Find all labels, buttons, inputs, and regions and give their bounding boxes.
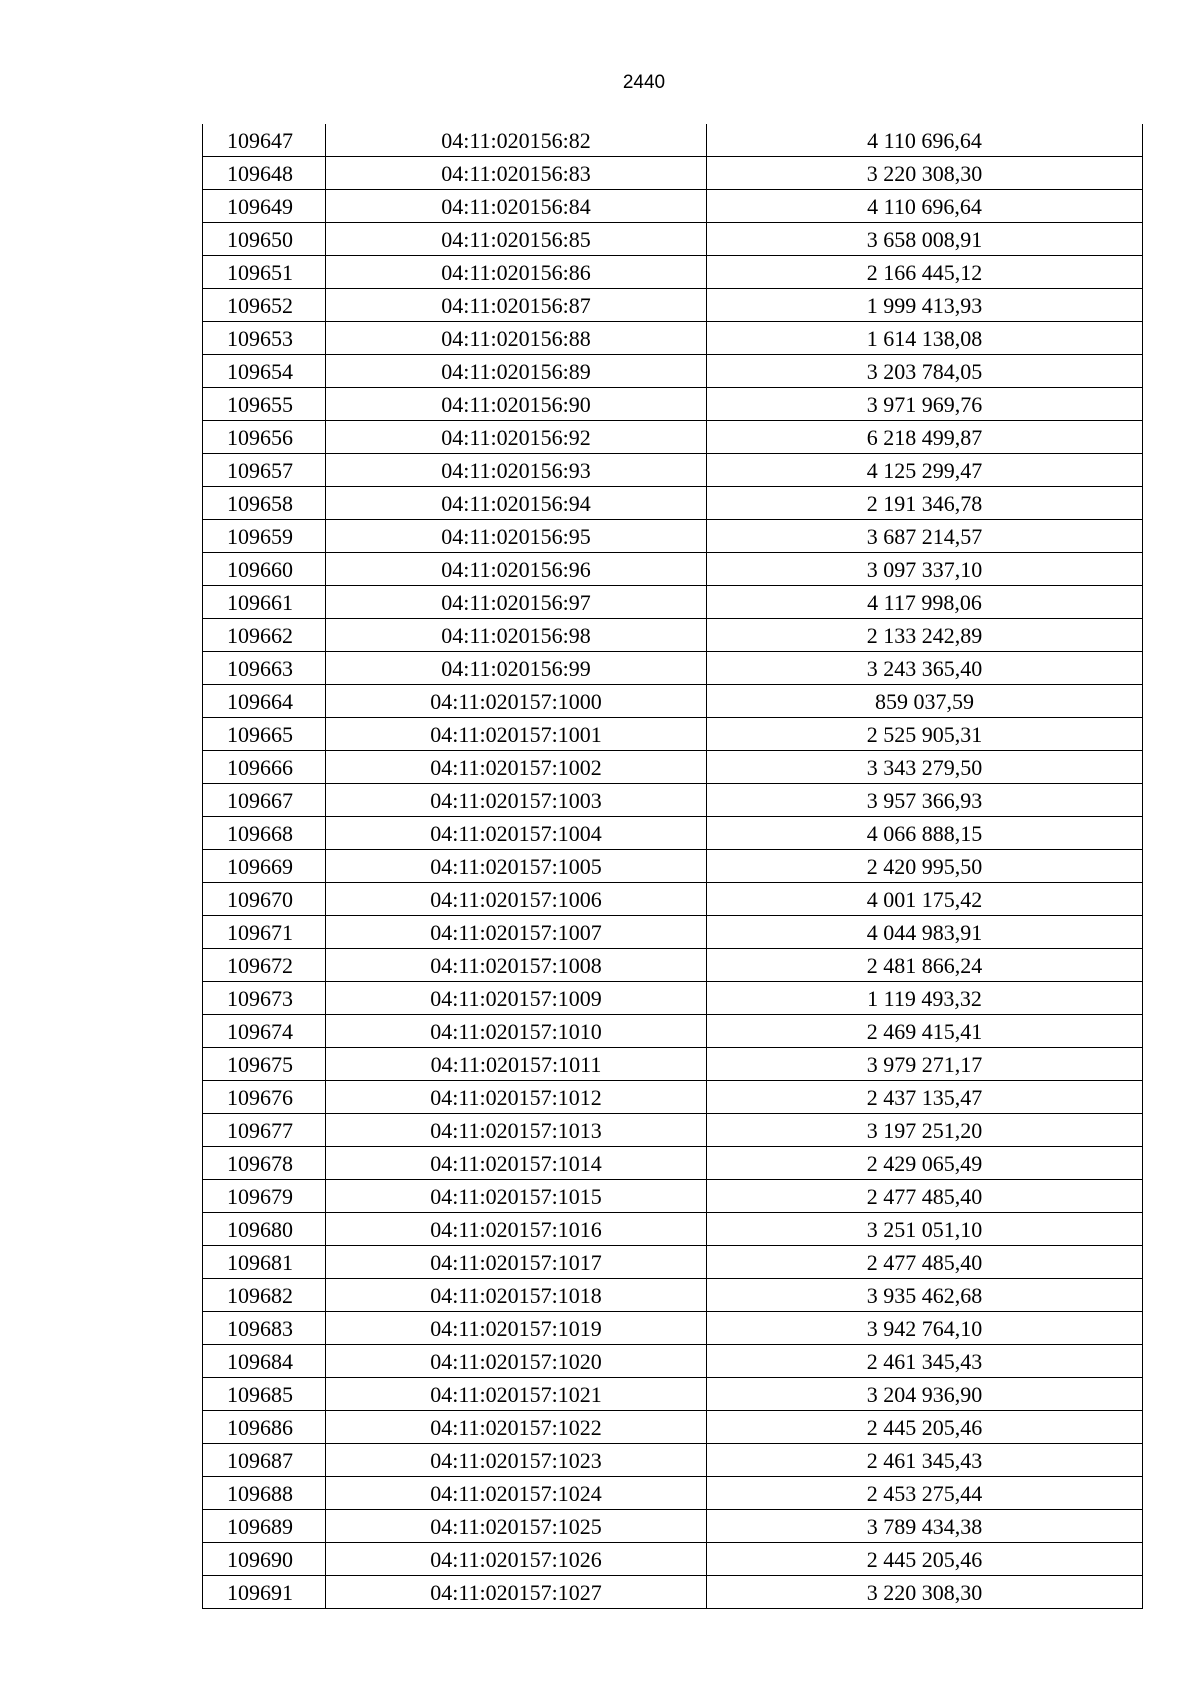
row-number-cell: 109659 xyxy=(203,520,326,553)
row-number-cell: 109685 xyxy=(203,1378,326,1411)
cadastral-number-cell: 04:11:020157:1020 xyxy=(326,1345,707,1378)
row-number-cell: 109662 xyxy=(203,619,326,652)
table-row xyxy=(203,652,1143,685)
row-number-cell: 109664 xyxy=(203,685,326,718)
cadastral-value-cell: 3 658 008,91 xyxy=(707,223,1143,256)
cadastral-number-cell: 04:11:020157:1000 xyxy=(326,685,707,718)
cadastral-number-cell: 04:11:020157:1007 xyxy=(326,916,707,949)
row-number-cell: 109654 xyxy=(203,355,326,388)
table-row xyxy=(203,388,1143,421)
cadastral-value-cell: 3 789 434,38 xyxy=(707,1510,1143,1543)
cadastral-value-cell: 1 614 138,08 xyxy=(707,322,1143,355)
cadastral-value-cell: 3 687 214,57 xyxy=(707,520,1143,553)
cadastral-number-cell: 04:11:020157:1013 xyxy=(326,1114,707,1147)
row-number-cell: 109674 xyxy=(203,1015,326,1048)
cadastral-number-cell: 04:11:020157:1014 xyxy=(326,1147,707,1180)
table-row xyxy=(203,190,1143,223)
table-row xyxy=(203,289,1143,322)
cadastral-value-cell: 4 110 696,64 xyxy=(707,190,1143,223)
row-number-cell: 109660 xyxy=(203,553,326,586)
cadastral-value-cell: 3 220 308,30 xyxy=(707,1576,1143,1609)
cadastral-number-cell: 04:11:020157:1025 xyxy=(326,1510,707,1543)
table-row xyxy=(203,487,1143,520)
cadastral-value-cell: 3 097 337,10 xyxy=(707,553,1143,586)
row-number-cell: 109657 xyxy=(203,454,326,487)
cadastral-number-cell: 04:11:020157:1021 xyxy=(326,1378,707,1411)
cadastral-value-cell: 2 461 345,43 xyxy=(707,1444,1143,1477)
row-number-cell: 109658 xyxy=(203,487,326,520)
row-number-cell: 109655 xyxy=(203,388,326,421)
row-number-cell: 109670 xyxy=(203,883,326,916)
cadastral-number-cell: 04:11:020157:1022 xyxy=(326,1411,707,1444)
cadastral-value-cell: 1 999 413,93 xyxy=(707,289,1143,322)
cadastral-value-cell: 3 197 251,20 xyxy=(707,1114,1143,1147)
cadastral-value-cell: 2 191 346,78 xyxy=(707,487,1143,520)
cadastral-number-cell: 04:11:020156:98 xyxy=(326,619,707,652)
table-row xyxy=(203,1081,1143,1114)
cadastral-value-table xyxy=(202,124,1143,1609)
cadastral-number-cell: 04:11:020157:1015 xyxy=(326,1180,707,1213)
cadastral-number-cell: 04:11:020157:1003 xyxy=(326,784,707,817)
table-row xyxy=(203,520,1143,553)
row-number-cell: 109683 xyxy=(203,1312,326,1345)
row-number-cell: 109688 xyxy=(203,1477,326,1510)
table-row xyxy=(203,454,1143,487)
row-number-cell: 109691 xyxy=(203,1576,326,1609)
cadastral-value-cell: 4 110 696,64 xyxy=(707,124,1143,157)
row-number-cell: 109687 xyxy=(203,1444,326,1477)
cadastral-number-cell: 04:11:020157:1027 xyxy=(326,1576,707,1609)
cadastral-value-cell: 4 066 888,15 xyxy=(707,817,1143,850)
cadastral-value-cell: 2 477 485,40 xyxy=(707,1246,1143,1279)
cadastral-number-cell: 04:11:020157:1016 xyxy=(326,1213,707,1246)
table-row xyxy=(203,223,1143,256)
cadastral-value-cell: 2 166 445,12 xyxy=(707,256,1143,289)
cadastral-value-cell: 2 477 485,40 xyxy=(707,1180,1143,1213)
table-row xyxy=(203,1477,1143,1510)
table-row xyxy=(203,916,1143,949)
cadastral-value-cell: 3 957 366,93 xyxy=(707,784,1143,817)
table-row xyxy=(203,949,1143,982)
cadastral-number-cell: 04:11:020157:1006 xyxy=(326,883,707,916)
table-row xyxy=(203,1576,1143,1609)
table-row xyxy=(203,685,1143,718)
row-number-cell: 109661 xyxy=(203,586,326,619)
cadastral-value-cell: 2 420 995,50 xyxy=(707,850,1143,883)
cadastral-value-cell: 2 469 415,41 xyxy=(707,1015,1143,1048)
cadastral-number-cell: 04:11:020156:93 xyxy=(326,454,707,487)
table-row xyxy=(203,982,1143,1015)
cadastral-number-cell: 04:11:020156:94 xyxy=(326,487,707,520)
cadastral-number-cell: 04:11:020156:86 xyxy=(326,256,707,289)
cadastral-number-cell: 04:11:020157:1001 xyxy=(326,718,707,751)
cadastral-number-cell: 04:11:020156:99 xyxy=(326,652,707,685)
table-row xyxy=(203,1411,1143,1444)
table-row xyxy=(203,619,1143,652)
cadastral-number-cell: 04:11:020157:1004 xyxy=(326,817,707,850)
cadastral-value-cell: 4 001 175,42 xyxy=(707,883,1143,916)
cadastral-number-cell: 04:11:020157:1018 xyxy=(326,1279,707,1312)
cadastral-value-cell: 3 971 969,76 xyxy=(707,388,1143,421)
cadastral-value-cell: 3 204 936,90 xyxy=(707,1378,1143,1411)
cadastral-value-cell: 3 203 784,05 xyxy=(707,355,1143,388)
cadastral-number-cell: 04:11:020157:1023 xyxy=(326,1444,707,1477)
row-number-cell: 109663 xyxy=(203,652,326,685)
row-number-cell: 109647 xyxy=(203,124,326,157)
row-number-cell: 109667 xyxy=(203,784,326,817)
cadastral-value-cell: 4 125 299,47 xyxy=(707,454,1143,487)
cadastral-number-cell: 04:11:020156:87 xyxy=(326,289,707,322)
cadastral-value-cell: 1 119 493,32 xyxy=(707,982,1143,1015)
table-row xyxy=(203,1444,1143,1477)
table-row xyxy=(203,553,1143,586)
row-number-cell: 109656 xyxy=(203,421,326,454)
row-number-cell: 109690 xyxy=(203,1543,326,1576)
table-row xyxy=(203,157,1143,190)
row-number-cell: 109652 xyxy=(203,289,326,322)
cadastral-number-cell: 04:11:020156:88 xyxy=(326,322,707,355)
row-number-cell: 109653 xyxy=(203,322,326,355)
row-number-cell: 109689 xyxy=(203,1510,326,1543)
cadastral-value-cell: 4 117 998,06 xyxy=(707,586,1143,619)
row-number-cell: 109676 xyxy=(203,1081,326,1114)
row-number-cell: 109678 xyxy=(203,1147,326,1180)
table-row xyxy=(203,355,1143,388)
row-number-cell: 109666 xyxy=(203,751,326,784)
cadastral-number-cell: 04:11:020157:1012 xyxy=(326,1081,707,1114)
table-row xyxy=(203,718,1143,751)
cadastral-number-cell: 04:11:020157:1017 xyxy=(326,1246,707,1279)
row-number-cell: 109651 xyxy=(203,256,326,289)
cadastral-number-cell: 04:11:020157:1009 xyxy=(326,982,707,1015)
table-row xyxy=(203,1378,1143,1411)
row-number-cell: 109682 xyxy=(203,1279,326,1312)
row-number-cell: 109680 xyxy=(203,1213,326,1246)
row-number-cell: 109679 xyxy=(203,1180,326,1213)
table-row xyxy=(203,322,1143,355)
table-row xyxy=(203,1147,1143,1180)
cadastral-number-cell: 04:11:020157:1010 xyxy=(326,1015,707,1048)
cadastral-value-cell: 859 037,59 xyxy=(707,685,1143,718)
cadastral-value-cell: 4 044 983,91 xyxy=(707,916,1143,949)
table-row xyxy=(203,1180,1143,1213)
cadastral-value-cell: 3 251 051,10 xyxy=(707,1213,1143,1246)
table-row xyxy=(203,1213,1143,1246)
cadastral-number-cell: 04:11:020156:95 xyxy=(326,520,707,553)
row-number-cell: 109672 xyxy=(203,949,326,982)
cadastral-value-cell: 2 453 275,44 xyxy=(707,1477,1143,1510)
cadastral-value-cell: 3 220 308,30 xyxy=(707,157,1143,190)
row-number-cell: 109669 xyxy=(203,850,326,883)
cadastral-number-cell: 04:11:020157:1024 xyxy=(326,1477,707,1510)
cadastral-value-cell: 3 942 764,10 xyxy=(707,1312,1143,1345)
table-row xyxy=(203,850,1143,883)
table-row xyxy=(203,817,1143,850)
cadastral-number-cell: 04:11:020157:1005 xyxy=(326,850,707,883)
row-number-cell: 109684 xyxy=(203,1345,326,1378)
table-row xyxy=(203,1114,1143,1147)
cadastral-value-cell: 2 481 866,24 xyxy=(707,949,1143,982)
table-row xyxy=(203,256,1143,289)
row-number-cell: 109686 xyxy=(203,1411,326,1444)
cadastral-number-cell: 04:11:020156:96 xyxy=(326,553,707,586)
table-row xyxy=(203,586,1143,619)
cadastral-value-cell: 3 935 462,68 xyxy=(707,1279,1143,1312)
table-row xyxy=(203,1510,1143,1543)
cadastral-value-cell: 3 979 271,17 xyxy=(707,1048,1143,1081)
cadastral-number-cell: 04:11:020156:97 xyxy=(326,586,707,619)
cadastral-number-cell: 04:11:020157:1008 xyxy=(326,949,707,982)
table-body xyxy=(203,124,1143,1609)
cadastral-value-cell: 3 243 365,40 xyxy=(707,652,1143,685)
cadastral-number-cell: 04:11:020157:1002 xyxy=(326,751,707,784)
cadastral-number-cell: 04:11:020157:1026 xyxy=(326,1543,707,1576)
cadastral-value-cell: 2 133 242,89 xyxy=(707,619,1143,652)
cadastral-value-cell: 2 429 065,49 xyxy=(707,1147,1143,1180)
cadastral-value-cell: 6 218 499,87 xyxy=(707,421,1143,454)
cadastral-number-cell: 04:11:020156:90 xyxy=(326,388,707,421)
table-row xyxy=(203,751,1143,784)
page-number: 2440 xyxy=(622,72,666,93)
cadastral-number-cell: 04:11:020156:85 xyxy=(326,223,707,256)
cadastral-number-cell: 04:11:020156:92 xyxy=(326,421,707,454)
cadastral-value-cell: 3 343 279,50 xyxy=(707,751,1143,784)
row-number-cell: 109675 xyxy=(203,1048,326,1081)
table-row xyxy=(203,124,1143,157)
table-row xyxy=(203,1048,1143,1081)
cadastral-number-cell: 04:11:020157:1011 xyxy=(326,1048,707,1081)
row-number-cell: 109665 xyxy=(203,718,326,751)
row-number-cell: 109648 xyxy=(203,157,326,190)
table-row xyxy=(203,1015,1143,1048)
row-number-cell: 109677 xyxy=(203,1114,326,1147)
cadastral-number-cell: 04:11:020156:82 xyxy=(326,124,707,157)
cadastral-number-cell: 04:11:020156:83 xyxy=(326,157,707,190)
cadastral-value-cell: 2 437 135,47 xyxy=(707,1081,1143,1114)
table-row xyxy=(203,1246,1143,1279)
table-row xyxy=(203,1279,1143,1312)
cadastral-value-cell: 2 445 205,46 xyxy=(707,1411,1143,1444)
row-number-cell: 109668 xyxy=(203,817,326,850)
table-row xyxy=(203,1345,1143,1378)
row-number-cell: 109650 xyxy=(203,223,326,256)
cadastral-number-cell: 04:11:020156:89 xyxy=(326,355,707,388)
row-number-cell: 109681 xyxy=(203,1246,326,1279)
table-row xyxy=(203,784,1143,817)
cadastral-number-cell: 04:11:020157:1019 xyxy=(326,1312,707,1345)
table-row xyxy=(203,1543,1143,1576)
row-number-cell: 109673 xyxy=(203,982,326,1015)
table-row xyxy=(203,883,1143,916)
table-row xyxy=(203,421,1143,454)
row-number-cell: 109671 xyxy=(203,916,326,949)
row-number-cell: 109649 xyxy=(203,190,326,223)
cadastral-number-cell: 04:11:020156:84 xyxy=(326,190,707,223)
cadastral-value-cell: 2 461 345,43 xyxy=(707,1345,1143,1378)
cadastral-value-cell: 2 445 205,46 xyxy=(707,1543,1143,1576)
table-row xyxy=(203,1312,1143,1345)
cadastral-value-cell: 2 525 905,31 xyxy=(707,718,1143,751)
